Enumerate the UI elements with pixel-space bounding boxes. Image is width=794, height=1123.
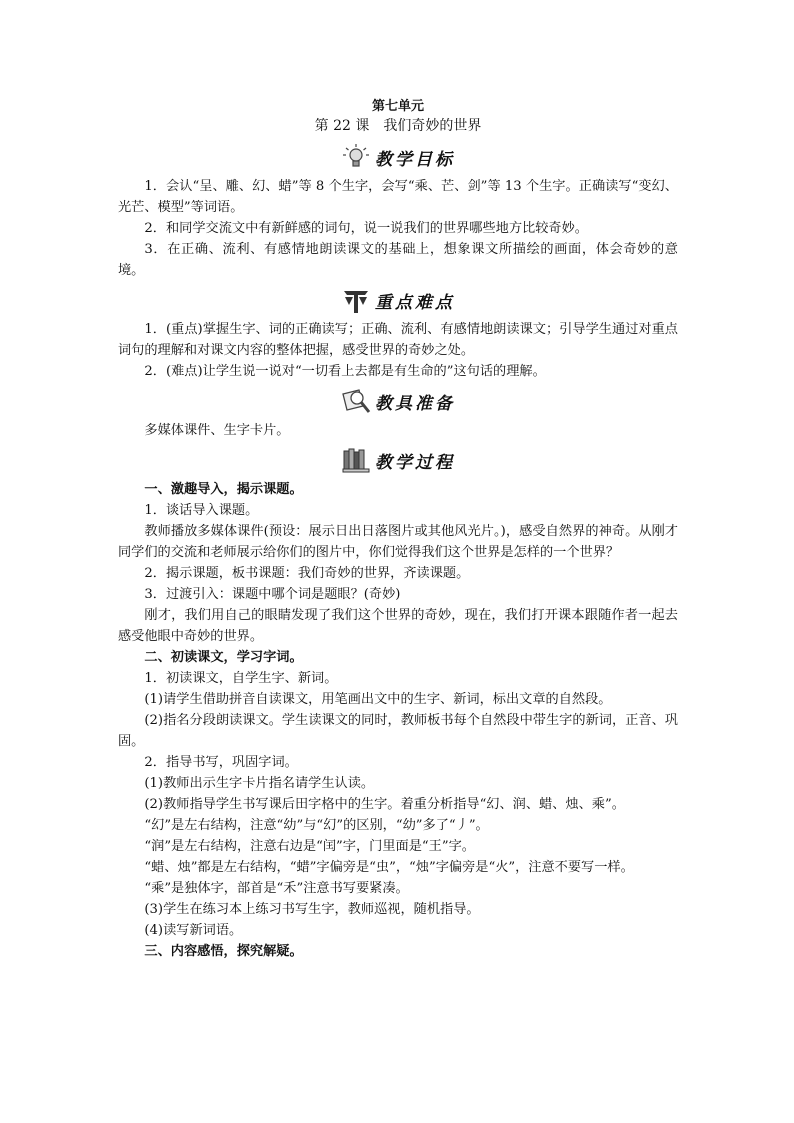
process-heading: 二、初读课文，学习字词。 [144,650,303,665]
key-item: 1．(重点)掌握生字、词的正确读写；正确、流利、有感情地朗读课文；引导学生通过对重点词句的理解和对课文内容的整体把握，感受世界的奇妙之处。 [118,322,678,358]
section-process-heading [118,443,678,477]
process-heading: 三、内容感悟，探究解疑。 [144,944,303,959]
magnifier-icon [341,386,371,416]
process-item: (1)请学生借助拼音自读课文，用笔画出文中的生字、新词，标出文章的自然段。 [144,692,612,707]
process-item: 2．指导书写，巩固字词。 [144,755,298,770]
goal-item: 3．在正确、流利、有感情地朗读课文的基础上，想象课文所描绘的画面，体会奇妙的意境。 [118,242,678,278]
goal-item: 2．和同学交流文中有新鲜感的词句，说一说我们的世界哪些地方比较奇妙。 [144,221,588,236]
process-item: (2)指名分段朗读课文。学生读课文的同时，教师板书每个自然段中带生字的新词，正音、巩固。 [118,713,678,749]
process-item: (4)读写新词语。 [144,923,243,938]
tools-item: 多媒体课件、生字卡片。 [144,423,290,438]
process-item: “乘”是独体字，部首是“禾”注意书写要紧凑。 [144,881,409,896]
process-item: (3)学生在练习本上练习书写生字，教师巡视，随机指导。 [144,902,480,917]
unit-title: 第七单元 [371,99,424,114]
process-item: (1)教师出示生字卡片指名请学生认读。 [144,776,375,791]
process-item: (2)教师指导学生书写课后田字格中的生字。着重分析指导“幻、润、蜡、烛、乘”。 [144,797,625,812]
process-item: 1．初读课文，自学生字、新词。 [144,671,338,686]
lesson-title: 第 22 课 我们奇妙的世界 [314,118,482,134]
section-key-heading [118,283,678,317]
process-heading: 一、激趣导入，揭示课题。 [144,482,303,497]
process-item: “润”是左右结构，注意右边是“闰”字，门里面是“王”字。 [144,839,475,854]
goal-item: 1．会认“呈、雕、幻、蜡”等 8 个生字，会写“乘、芒、剑”等 13 个生字。正确读写“变幻、光芒、模型”等词语。 [118,179,678,215]
section-tools-heading [118,384,678,418]
process-item: 1．谈话导入课题。 [144,503,259,518]
arrows-icon [341,285,371,315]
process-item: 3．过渡引入：课题中哪个词是题眼？(奇妙) [144,587,401,602]
section-goals-heading [118,140,678,174]
key-item: 2．(难点)让学生说一说对“一切看上去都是有生命的”这句话的理解。 [144,364,546,379]
process-item: “幻”是左右结构，注意“幼”与“幻”的区别，“幼”多了“丿”。 [144,818,489,833]
section-process-title: 教学过程 [375,452,455,473]
process-item: 教师播放多媒体课件(预设：展示日出日落图片或其他风光片。)，感受自然界的神奇。从刚才同学们的交流和老师展示给你们的图片中，你们觉得我们这个世界是怎样的一个世界？ [118,524,678,560]
lightbulb-icon [341,142,371,172]
section-tools-title: 教具准备 [375,393,455,414]
process-item: “蜡、烛”都是左右结构，“蜡”字偏旁是“虫”，“烛”字偏旁是“火”，注意不要写一样。 [144,860,634,875]
process-item: 2．揭示课题，板书课题：我们奇妙的世界，齐读课题。 [144,566,470,581]
document-page [118,96,678,962]
section-key-title: 重点难点 [375,292,455,313]
process-item: 刚才，我们用自己的眼睛发现了我们这个世界的奇妙，现在，我们打开课本跟随作者一起去感受他眼中奇妙的世界。 [118,608,678,644]
books-icon [341,445,371,475]
section-goals-title: 教学目标 [375,149,455,170]
